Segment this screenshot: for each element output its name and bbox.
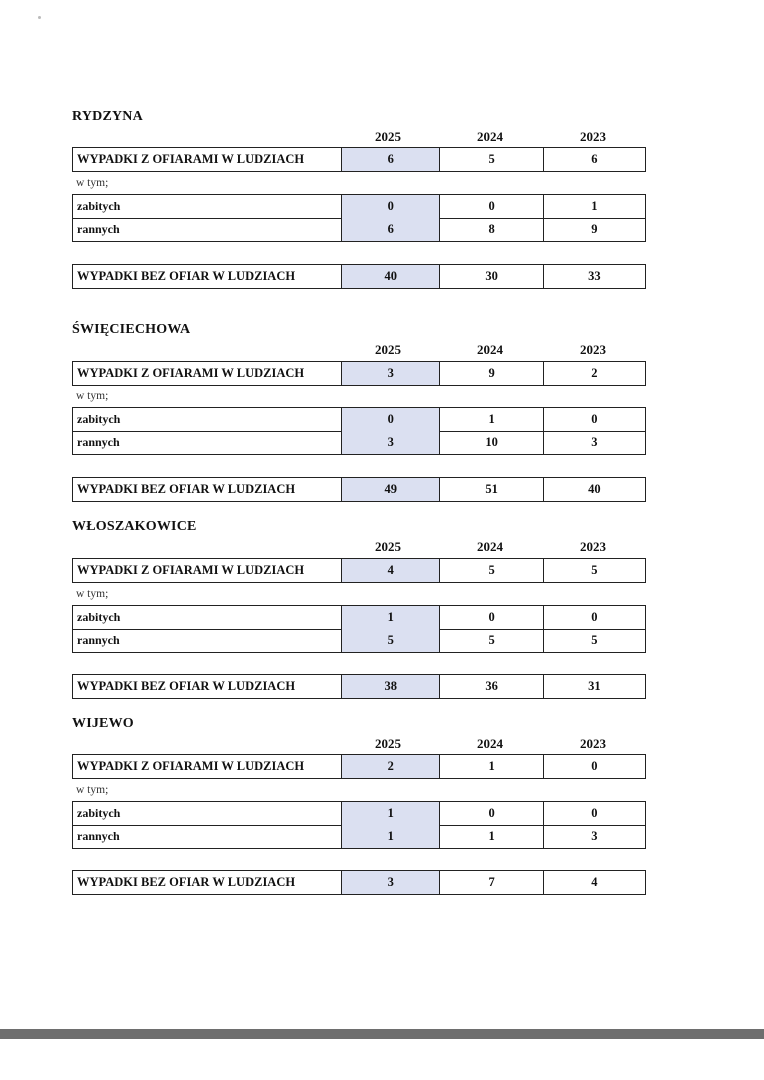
cell-2023: 3 [591,435,598,449]
cell-2024: 8 [440,218,543,241]
cell-2025: 49 [342,478,440,501]
row-label: rannych [73,431,342,454]
section-title: WIJEWO [72,716,134,731]
row-zabitych [72,407,646,432]
cell-2024: 9 [440,362,543,385]
row-z-ofiarami [72,558,646,583]
row-bez-ofiar [72,477,646,502]
section-wloszakowice [72,519,646,701]
row-bez-ofiar [72,674,646,699]
w-tym-label: w tym; [76,390,109,402]
cell-2023: 2 [591,366,598,380]
cell-2025: 1 [342,825,440,848]
section-title: ŚWIĘCIECHOWA [72,322,191,337]
cell-2023: 4 [591,875,598,889]
row-label: rannych [73,629,342,652]
year-header-2023: 2023 [580,342,606,357]
section-swieciechowa [72,322,646,504]
year-header-2025: 2025 [375,342,401,357]
cell-2024: 5 [440,148,543,171]
cell-2024: 1 [440,408,543,431]
year-header-2024: 2024 [477,342,503,357]
year-header-2024: 2024 [477,736,503,751]
year-header-2023: 2023 [580,129,606,144]
cell-2024: 36 [440,675,543,698]
cell-2025: 2 [342,755,440,778]
cell-2024: 10 [440,431,543,454]
cell-2025: 3 [342,362,440,385]
cell-2024: 0 [440,195,543,218]
row-zabitych [72,605,646,630]
cell-2023: 0 [591,412,598,426]
section-rydzyna [72,109,646,291]
cell-2024: 0 [440,802,543,825]
cell-2024: 0 [440,606,543,629]
cell-2023: 9 [591,222,598,236]
year-header-2024: 2024 [477,129,503,144]
cell-2025: 4 [342,559,440,582]
year-header-2025: 2025 [375,539,401,554]
scan-speck [38,16,41,19]
cell-2025: 38 [342,675,440,698]
row-rannych [72,825,646,849]
row-label: WYPADKI Z OFIARAMI W LUDZIACH [73,362,342,385]
row-label: WYPADKI BEZ OFIAR W LUDZIACH [73,871,342,894]
cell-2025: 1 [342,606,440,629]
year-header-2023: 2023 [580,736,606,751]
cell-2023: 0 [591,610,598,624]
row-label: zabitych [73,802,342,825]
row-label: WYPADKI BEZ OFIAR W LUDZIACH [73,478,342,501]
row-label: zabitych [73,606,342,629]
cell-2023: 3 [591,829,598,843]
row-label: rannych [73,218,342,241]
w-tym-label: w tym; [76,177,109,189]
cell-2025: 0 [342,195,440,218]
row-label: WYPADKI Z OFIARAMI W LUDZIACH [73,755,342,778]
row-zabitych [72,194,646,219]
cell-2025: 40 [342,265,440,288]
cell-2025: 3 [342,871,440,894]
row-rannych [72,431,646,455]
row-zabitych [72,801,646,826]
cell-2023: 0 [591,806,598,820]
year-header-2025: 2025 [375,129,401,144]
w-tym-label: w tym; [76,588,109,600]
cell-2024: 51 [440,478,543,501]
cell-2025: 5 [342,629,440,652]
cell-2024: 1 [440,825,543,848]
row-label: WYPADKI BEZ OFIAR W LUDZIACH [73,265,342,288]
cell-2025: 1 [342,802,440,825]
row-rannych [72,629,646,653]
cell-2024: 7 [440,871,543,894]
row-z-ofiarami [72,754,646,779]
cell-2023: 0 [591,759,598,773]
row-bez-ofiar [72,264,646,289]
row-label: zabitych [73,408,342,431]
cell-2025: 6 [342,218,440,241]
row-label: zabitych [73,195,342,218]
row-rannych [72,218,646,242]
row-label: WYPADKI Z OFIARAMI W LUDZIACH [73,559,342,582]
year-header-2024: 2024 [477,539,503,554]
cell-2024: 5 [440,629,543,652]
section-wijewo [72,716,646,898]
row-label: WYPADKI Z OFIARAMI W LUDZIACH [73,148,342,171]
cell-2025: 6 [342,148,440,171]
year-header-2023: 2023 [580,539,606,554]
row-label: WYPADKI BEZ OFIAR W LUDZIACH [73,675,342,698]
row-z-ofiarami [72,361,646,386]
cell-2024: 30 [440,265,543,288]
cell-2024: 1 [440,755,543,778]
cell-2023: 5 [591,563,598,577]
cell-2023: 40 [588,482,601,496]
row-z-ofiarami [72,147,646,172]
year-header-2025: 2025 [375,736,401,751]
w-tym-label: w tym; [76,784,109,796]
row-bez-ofiar [72,870,646,895]
cell-2024: 5 [440,559,543,582]
cell-2023: 1 [591,199,598,213]
scan-bottom-edge [0,1029,764,1039]
cell-2025: 3 [342,431,440,454]
cell-2025: 0 [342,408,440,431]
section-title: WŁOSZAKOWICE [72,519,197,534]
cell-2023: 33 [588,269,601,283]
section-title: RYDZYNA [72,109,143,124]
row-label: rannych [73,825,342,848]
cell-2023: 6 [591,152,598,166]
cell-2023: 5 [591,633,598,647]
cell-2023: 31 [588,679,601,693]
